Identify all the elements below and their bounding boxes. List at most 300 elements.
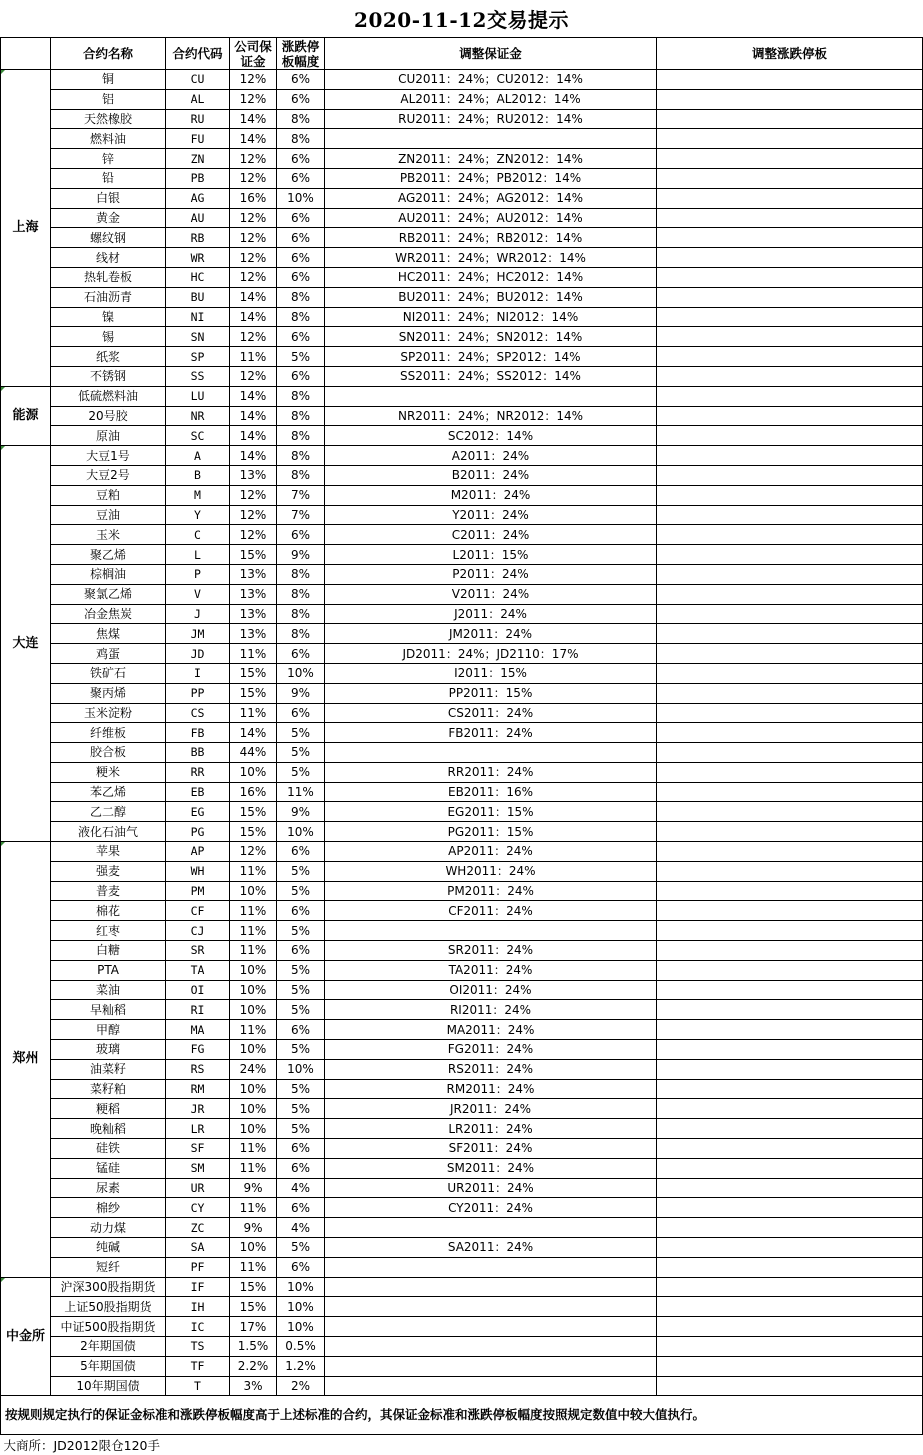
adjusted-limit-cell (657, 1000, 923, 1020)
price-limit-cell: 6% (277, 941, 325, 961)
contract-name-cell: 上证50股指期货 (51, 1297, 166, 1317)
contract-name-cell: 锡 (51, 327, 166, 347)
price-limit-cell: 5% (277, 861, 325, 881)
adjusted-margin-cell (325, 1317, 657, 1337)
contract-name-cell: 焦煤 (51, 624, 166, 644)
price-limit-cell: 6% (277, 366, 325, 386)
header-company-margin: 公司保证金 (230, 38, 277, 70)
header-contract-code: 合约代码 (166, 38, 230, 70)
contract-code-cell: SC (166, 426, 230, 446)
company-margin-cell: 13% (230, 604, 277, 624)
adjusted-limit-cell (657, 485, 923, 505)
adjusted-limit-cell (657, 327, 923, 347)
price-limit-cell: 4% (277, 1178, 325, 1198)
contract-name-cell: 早籼稻 (51, 1000, 166, 1020)
table-row (1, 465, 923, 485)
contract-name-cell: 普麦 (51, 881, 166, 901)
contract-name-cell: 20号胶 (51, 406, 166, 426)
table-row (1, 604, 923, 624)
table-row (1, 386, 923, 406)
table-row (1, 267, 923, 287)
contract-name-cell: 硅铁 (51, 1139, 166, 1159)
table-row (1, 426, 923, 446)
company-margin-cell: 12% (230, 208, 277, 228)
price-limit-cell: 8% (277, 624, 325, 644)
price-limit-cell: 8% (277, 584, 325, 604)
company-margin-cell: 14% (230, 406, 277, 426)
contract-name-cell: 纸浆 (51, 347, 166, 367)
contract-name-cell: 铅 (51, 168, 166, 188)
company-margin-cell: 11% (230, 1139, 277, 1159)
company-margin-cell: 12% (230, 70, 277, 90)
price-limit-cell: 1.2% (277, 1356, 325, 1376)
contract-code-cell: HC (166, 267, 230, 287)
company-margin-cell: 13% (230, 584, 277, 604)
price-limit-cell: 5% (277, 1238, 325, 1258)
contract-name-cell: 石油沥青 (51, 287, 166, 307)
adjusted-limit-cell (657, 228, 923, 248)
contract-code-cell: CS (166, 703, 230, 723)
adjusted-limit-cell (657, 802, 923, 822)
adjusted-limit-cell (657, 1158, 923, 1178)
contract-name-cell: 镍 (51, 307, 166, 327)
adjusted-limit-cell (657, 406, 923, 426)
adjusted-margin-cell: C2011：24% (325, 525, 657, 545)
adjusted-limit-cell (657, 1317, 923, 1337)
adjusted-margin-cell: AU2011：24%；AU2012：14% (325, 208, 657, 228)
adjusted-margin-cell: NI2011：24%；NI2012：14% (325, 307, 657, 327)
contract-code-cell: SP (166, 347, 230, 367)
contract-code-cell: TF (166, 1356, 230, 1376)
adjusted-margin-cell: UR2011：24% (325, 1178, 657, 1198)
contract-code-cell: CU (166, 70, 230, 90)
contract-code-cell: CY (166, 1198, 230, 1218)
table-row (1, 564, 923, 584)
price-limit-cell: 6% (277, 703, 325, 723)
adjusted-margin-cell: L2011：15% (325, 545, 657, 565)
contract-code-cell: SF (166, 1139, 230, 1159)
adjusted-limit-cell (657, 663, 923, 683)
adjusted-margin-cell: SR2011：24% (325, 941, 657, 961)
contract-code-cell: V (166, 584, 230, 604)
contract-code-cell: L (166, 545, 230, 565)
adjusted-limit-cell (657, 624, 923, 644)
table-row (1, 70, 923, 90)
adjusted-margin-cell: SN2011：24%；SN2012：14% (325, 327, 657, 347)
contract-code-cell: MA (166, 1020, 230, 1040)
price-limit-cell: 8% (277, 307, 325, 327)
company-margin-cell: 14% (230, 426, 277, 446)
contract-code-cell: IC (166, 1317, 230, 1337)
contract-name-cell: 液化石油气 (51, 822, 166, 842)
price-limit-cell: 8% (277, 109, 325, 129)
contract-name-cell: 红枣 (51, 921, 166, 941)
table-row (1, 1059, 923, 1079)
adjusted-margin-cell: FB2011：24% (325, 723, 657, 743)
contract-code-cell: I (166, 663, 230, 683)
adjusted-limit-cell (657, 168, 923, 188)
company-margin-cell: 10% (230, 1000, 277, 1020)
price-limit-cell: 5% (277, 921, 325, 941)
company-margin-cell: 15% (230, 1297, 277, 1317)
price-limit-cell: 5% (277, 881, 325, 901)
adjusted-limit-cell (657, 1020, 923, 1040)
table-row (1, 1000, 923, 1020)
adjusted-limit-cell (657, 70, 923, 90)
contract-name-cell: 纤维板 (51, 723, 166, 743)
table-row (1, 644, 923, 664)
price-limit-cell: 10% (277, 663, 325, 683)
header-price-limit: 涨跌停板幅度 (277, 38, 325, 70)
contract-code-cell: PG (166, 822, 230, 842)
adjusted-limit-cell (657, 307, 923, 327)
company-margin-cell: 10% (230, 980, 277, 1000)
adjusted-margin-cell: JR2011：24% (325, 1099, 657, 1119)
price-limit-cell: 5% (277, 1040, 325, 1060)
price-limit-cell: 8% (277, 446, 325, 466)
price-limit-cell: 8% (277, 287, 325, 307)
company-margin-cell: 15% (230, 802, 277, 822)
adjusted-margin-cell: V2011：24% (325, 584, 657, 604)
adjusted-limit-cell (657, 267, 923, 287)
contract-code-cell: EG (166, 802, 230, 822)
price-limit-cell: 8% (277, 564, 325, 584)
table-row (1, 109, 923, 129)
company-margin-cell: 16% (230, 188, 277, 208)
contract-name-cell: 鸡蛋 (51, 644, 166, 664)
adjusted-limit-cell (657, 1198, 923, 1218)
contract-code-cell: T (166, 1376, 230, 1396)
contract-code-cell: OI (166, 980, 230, 1000)
table-row (1, 921, 923, 941)
company-margin-cell: 10% (230, 1040, 277, 1060)
company-margin-cell: 12% (230, 485, 277, 505)
adjusted-margin-cell: SF2011：24% (325, 1139, 657, 1159)
adjusted-limit-cell (657, 366, 923, 386)
company-margin-cell: 11% (230, 1257, 277, 1277)
adjusted-margin-cell: CY2011：24% (325, 1198, 657, 1218)
contract-code-cell: CF (166, 901, 230, 921)
adjusted-margin-cell: B2011：24% (325, 465, 657, 485)
contract-name-cell: 苯乙烯 (51, 782, 166, 802)
table-row (1, 505, 923, 525)
contract-name-cell: 聚丙烯 (51, 683, 166, 703)
contract-code-cell: SR (166, 941, 230, 961)
adjusted-margin-cell: SC2012：14% (325, 426, 657, 446)
table-row (1, 1139, 923, 1159)
adjusted-margin-cell: SM2011：24% (325, 1158, 657, 1178)
price-limit-cell: 6% (277, 901, 325, 921)
price-limit-cell: 6% (277, 267, 325, 287)
company-margin-cell: 13% (230, 564, 277, 584)
table-row (1, 1297, 923, 1317)
adjusted-margin-cell (325, 743, 657, 763)
adjusted-margin-cell: EG2011：15% (325, 802, 657, 822)
contract-name-cell: 天然橡胶 (51, 109, 166, 129)
contract-name-cell: 玉米 (51, 525, 166, 545)
adjusted-margin-cell: PM2011：24% (325, 881, 657, 901)
contract-name-cell: 2年期国债 (51, 1337, 166, 1357)
price-limit-cell: 9% (277, 683, 325, 703)
contract-code-cell: RS (166, 1059, 230, 1079)
contract-code-cell: AL (166, 89, 230, 109)
contract-name-cell: 纯碱 (51, 1238, 166, 1258)
adjusted-margin-cell: RI2011：24% (325, 1000, 657, 1020)
price-limit-cell: 5% (277, 762, 325, 782)
adjusted-limit-cell (657, 1059, 923, 1079)
table-row (1, 941, 923, 961)
adjusted-margin-cell: Y2011：24% (325, 505, 657, 525)
adjusted-limit-cell (657, 1356, 923, 1376)
adjusted-margin-cell (325, 1356, 657, 1376)
contract-code-cell: ZC (166, 1218, 230, 1238)
company-margin-cell: 10% (230, 1099, 277, 1119)
company-margin-cell: 11% (230, 1020, 277, 1040)
company-margin-cell: 12% (230, 149, 277, 169)
table-row (1, 683, 923, 703)
contract-name-cell: 冶金焦炭 (51, 604, 166, 624)
contract-name-cell: 中证500股指期货 (51, 1317, 166, 1337)
company-margin-cell: 11% (230, 347, 277, 367)
company-margin-cell: 11% (230, 1198, 277, 1218)
adjusted-limit-cell (657, 1218, 923, 1238)
table-row (1, 782, 923, 802)
page-title: 2020-11-12交易提示 (354, 8, 569, 32)
adjusted-limit-cell (657, 1079, 923, 1099)
company-margin-cell: 10% (230, 881, 277, 901)
contract-code-cell: FU (166, 129, 230, 149)
adjusted-margin-cell: RU2011：24%；RU2012：14% (325, 109, 657, 129)
company-margin-cell: 15% (230, 822, 277, 842)
adjusted-margin-cell: SP2011：24%；SP2012：14% (325, 347, 657, 367)
table-row (1, 1119, 923, 1139)
company-margin-cell: 14% (230, 129, 277, 149)
table-row (1, 446, 923, 466)
adjusted-margin-cell (325, 386, 657, 406)
table-row (1, 1238, 923, 1258)
adjusted-margin-cell: OI2011：24% (325, 980, 657, 1000)
contract-name-cell: 热轧卷板 (51, 267, 166, 287)
company-margin-cell: 12% (230, 327, 277, 347)
company-margin-cell: 14% (230, 109, 277, 129)
table-row (1, 1040, 923, 1060)
contract-name-cell: 玉米淀粉 (51, 703, 166, 723)
table-row (1, 842, 923, 862)
contract-code-cell: JM (166, 624, 230, 644)
contract-name-cell: 油菜籽 (51, 1059, 166, 1079)
adjusted-margin-cell: SS2011：24%；SS2012：14% (325, 366, 657, 386)
company-margin-cell: 14% (230, 446, 277, 466)
adjusted-margin-cell: CF2011：24% (325, 901, 657, 921)
contract-name-cell: 不锈钢 (51, 366, 166, 386)
contract-name-cell: 聚乙烯 (51, 545, 166, 565)
contract-code-cell: J (166, 604, 230, 624)
contract-code-cell: SS (166, 366, 230, 386)
adjusted-limit-cell (657, 782, 923, 802)
adjusted-margin-cell: I2011：15% (325, 663, 657, 683)
company-margin-cell: 13% (230, 465, 277, 485)
table-row (1, 366, 923, 386)
table-row (1, 168, 923, 188)
table-body (1, 70, 923, 1396)
adjusted-margin-cell: P2011：24% (325, 564, 657, 584)
contract-code-cell: AP (166, 842, 230, 862)
contract-code-cell: RB (166, 228, 230, 248)
price-limit-cell: 10% (277, 1277, 325, 1297)
company-margin-cell: 12% (230, 248, 277, 268)
adjusted-margin-cell: CS2011：24% (325, 703, 657, 723)
adjusted-margin-cell (325, 1297, 657, 1317)
price-limit-cell: 6% (277, 525, 325, 545)
price-limit-cell: 8% (277, 386, 325, 406)
table-row (1, 960, 923, 980)
trading-tips-table (0, 37, 923, 1455)
exchange-cell: 能源 (1, 386, 51, 445)
price-limit-cell: 10% (277, 1059, 325, 1079)
company-margin-cell: 15% (230, 545, 277, 565)
header-adjusted-limit: 调整涨跌停板 (657, 38, 923, 70)
adjusted-limit-cell (657, 446, 923, 466)
adjusted-margin-cell (325, 129, 657, 149)
contract-name-cell: 玻璃 (51, 1040, 166, 1060)
adjusted-limit-cell (657, 208, 923, 228)
adjusted-margin-cell: A2011：24% (325, 446, 657, 466)
contract-code-cell: JR (166, 1099, 230, 1119)
contract-code-cell: CJ (166, 921, 230, 941)
adjusted-limit-cell (657, 1277, 923, 1297)
contract-code-cell: BB (166, 743, 230, 763)
contract-code-cell: RU (166, 109, 230, 129)
adjusted-margin-cell (325, 1257, 657, 1277)
contract-code-cell: PF (166, 1257, 230, 1277)
header-exchange (1, 38, 51, 70)
company-margin-cell: 11% (230, 703, 277, 723)
contract-code-cell: EB (166, 782, 230, 802)
company-margin-cell: 16% (230, 782, 277, 802)
price-limit-cell: 5% (277, 960, 325, 980)
contract-name-cell: 锰硅 (51, 1158, 166, 1178)
table-row (1, 723, 923, 743)
company-margin-cell: 14% (230, 307, 277, 327)
adjusted-limit-cell (657, 1376, 923, 1396)
contract-name-cell: 棕榈油 (51, 564, 166, 584)
contract-code-cell: SM (166, 1158, 230, 1178)
table-row (1, 762, 923, 782)
company-margin-cell: 12% (230, 505, 277, 525)
table-row (1, 1218, 923, 1238)
adjusted-limit-cell (657, 921, 923, 941)
company-margin-cell: 11% (230, 1158, 277, 1178)
contract-code-cell: LR (166, 1119, 230, 1139)
adjusted-limit-cell (657, 465, 923, 485)
adjusted-limit-cell (657, 109, 923, 129)
table-row (1, 861, 923, 881)
contract-name-cell: 沪深300股指期货 (51, 1277, 166, 1297)
contract-name-cell: 乙二醇 (51, 802, 166, 822)
price-limit-cell: 6% (277, 1257, 325, 1277)
company-margin-cell: 11% (230, 644, 277, 664)
contract-code-cell: AU (166, 208, 230, 228)
price-limit-cell: 6% (277, 1020, 325, 1040)
adjusted-limit-cell (657, 1238, 923, 1258)
contract-name-cell: 苹果 (51, 842, 166, 862)
table-row (1, 327, 923, 347)
price-limit-cell: 5% (277, 723, 325, 743)
adjusted-margin-cell (325, 1376, 657, 1396)
price-limit-cell: 6% (277, 1158, 325, 1178)
contract-code-cell: SA (166, 1238, 230, 1258)
table-row (1, 1376, 923, 1396)
contract-name-cell: 铁矿石 (51, 663, 166, 683)
contract-code-cell: RR (166, 762, 230, 782)
price-limit-cell: 10% (277, 822, 325, 842)
contract-code-cell: BU (166, 287, 230, 307)
price-limit-cell: 6% (277, 168, 325, 188)
contract-code-cell: FB (166, 723, 230, 743)
adjusted-margin-cell: RB2011：24%；RB2012：14% (325, 228, 657, 248)
price-limit-cell: 6% (277, 70, 325, 90)
adjusted-margin-cell: PP2011：15% (325, 683, 657, 703)
company-margin-cell: 9% (230, 1218, 277, 1238)
adjusted-limit-cell (657, 386, 923, 406)
adjusted-margin-cell: MA2011：24% (325, 1020, 657, 1040)
price-limit-cell: 5% (277, 980, 325, 1000)
contract-code-cell: P (166, 564, 230, 584)
adjusted-margin-cell: RM2011：24% (325, 1079, 657, 1099)
adjusted-margin-cell: PG2011：15% (325, 822, 657, 842)
contract-name-cell: 菜油 (51, 980, 166, 1000)
header-adjusted-margin: 调整保证金 (325, 38, 657, 70)
adjusted-margin-cell: JM2011：24% (325, 624, 657, 644)
adjusted-margin-cell: CU2011：24%；CU2012：14% (325, 70, 657, 90)
price-limit-cell: 5% (277, 1000, 325, 1020)
contract-name-cell: 原油 (51, 426, 166, 446)
table-row (1, 149, 923, 169)
company-margin-cell: 3% (230, 1376, 277, 1396)
table-row (1, 248, 923, 268)
company-margin-cell: 14% (230, 723, 277, 743)
adjusted-limit-cell (657, 723, 923, 743)
contract-code-cell: IF (166, 1277, 230, 1297)
company-margin-cell: 13% (230, 624, 277, 644)
price-limit-cell: 5% (277, 743, 325, 763)
contract-code-cell: PM (166, 881, 230, 901)
table-row (1, 901, 923, 921)
adjusted-limit-cell (657, 1040, 923, 1060)
adjusted-margin-cell: TA2011：24% (325, 960, 657, 980)
table-row (1, 663, 923, 683)
company-margin-cell: 11% (230, 861, 277, 881)
adjusted-limit-cell (657, 188, 923, 208)
adjusted-limit-cell (657, 1257, 923, 1277)
contract-code-cell: WR (166, 248, 230, 268)
price-limit-cell: 6% (277, 248, 325, 268)
adjusted-margin-cell: AL2011：24%；AL2012：14% (325, 89, 657, 109)
contract-code-cell: Y (166, 505, 230, 525)
contract-name-cell: 短纤 (51, 1257, 166, 1277)
contract-name-cell: 甲醇 (51, 1020, 166, 1040)
company-margin-cell: 15% (230, 663, 277, 683)
price-limit-cell: 5% (277, 1099, 325, 1119)
company-margin-cell: 12% (230, 89, 277, 109)
adjusted-margin-cell (325, 1337, 657, 1357)
contract-name-cell: 豆粕 (51, 485, 166, 505)
footer-row (1, 1435, 923, 1455)
adjusted-margin-cell (325, 1218, 657, 1238)
adjusted-limit-cell (657, 1297, 923, 1317)
adjusted-limit-cell (657, 1178, 923, 1198)
contract-code-cell: TA (166, 960, 230, 980)
